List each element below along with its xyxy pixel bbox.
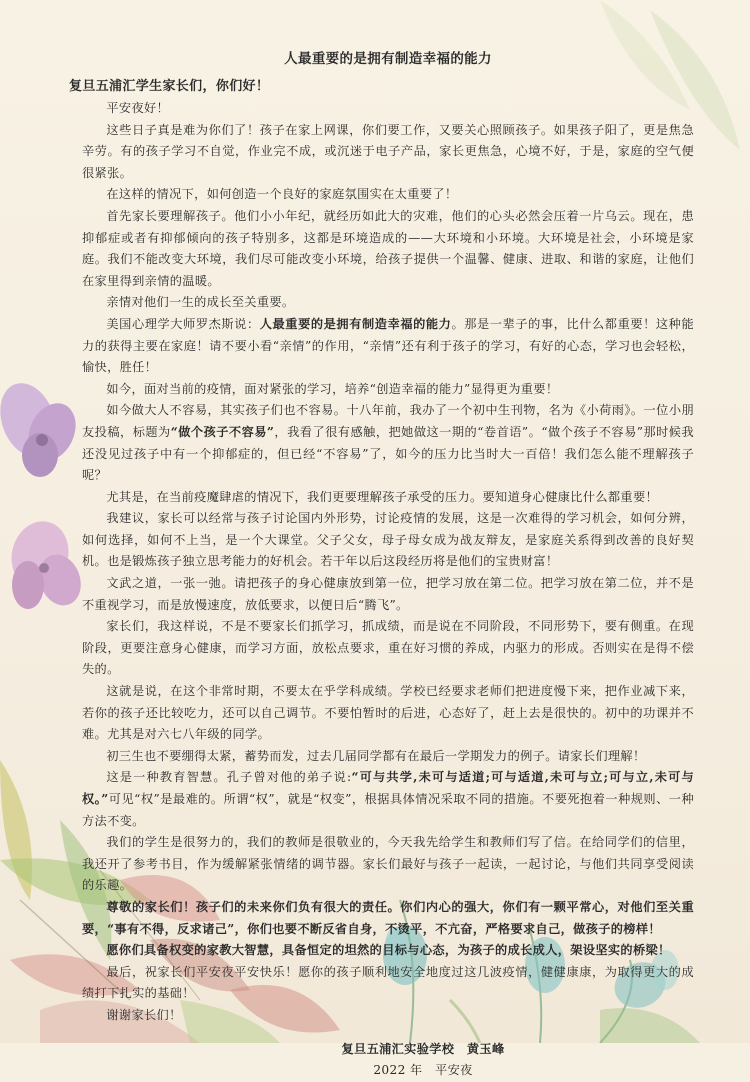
bold-quote: “可与共学,未可与适道;可与适道,未可与立;可与立,未可与权。”	[82, 770, 694, 806]
paragraph-bold: 尊敬的家长们！孩子们的未来你们负有很大的责任。你们内心的强大，你们有一颗平常心，对他们至关重要，“事有不得，反求诸己”，你们也要不断反省自身，不烫平，不亢奋，严格要求自己，做孩子的榜样！	[82, 899, 694, 936]
paragraph: 这些日子真是难为你们了！孩子在家上网课，你们要工作，又要关心照顾孩子。如果孩子阳了，更是焦急辛劳。有的孩子学习不自觉，作业完不成，或沉迷于电子产品，家长更焦急，心境不好，于是，家庭的空气便很紧张。	[82, 122, 694, 180]
paragraph	[82, 400, 694, 486]
paragraph: 尤其是，在当前疫魔肆虐的情况下，我们更要理解孩子承受的压力。要知道身心健康比什么都重要！	[106, 489, 659, 504]
paragraph: 家长们，我这样说，不是不要家长们抓学习，抓成绩，而是说在不同阶段，不同形势下，要有侧重。在现阶段，更要注意身心健康，而学习方面，放松点要求，重在好习惯的养成，内驱力的形成。否则实在是得不偿失的。	[82, 619, 694, 677]
paragraph: 初三生也不要绷得太紧，蓄势而发，过去几届同学都有在最后一学期发力的例子。请家长们理解！	[106, 748, 646, 763]
purple-flower-icon	[0, 375, 85, 477]
text-run: 。那是一辈子的事，比什么都重要！这种能力的获得主要在家庭！请不要小看“亲情”的作用，“亲情”还有利于孩子的学习，有好的心态，学习也会轻松，愉快，胜任！	[82, 316, 694, 375]
text-run: 美国心理学大师罗杰斯说：	[106, 316, 260, 331]
greeting: 复旦五浦汇学生家长们，你们好！	[69, 79, 270, 94]
paragraph: 最后，祝家长们平安夜平安快乐！愿你的孩子顺利地安全地度过这几波疫情，健健康康，为取得更大的成绩打下扎实的基础！	[82, 964, 694, 1001]
date: 2022 年 平安夜	[373, 1063, 473, 1078]
text-run: 可见“权”是最难的。所谓“权”，就是“权变”，根据具体情况采取不同的措施。不要死抱着一种规则、一种方法不变。	[82, 792, 694, 828]
paragraph: 我建议，家长可以经常与孩子讨论国内外形势，讨论疫情的发展，这是一次难得的学习机会，如何分辨，如何选择，如何不上当，是一个大课堂。父子父女，母子母女成为战友辩友，是家庭关系得到改善的良好契机。也是锻炼孩子独立思考能力的好机会。若干年以后这段经历将是他们的宝贵财富！	[82, 511, 694, 569]
signature: 复旦五浦汇实验学校 黄玉峰	[341, 1041, 505, 1056]
paragraph	[82, 767, 694, 832]
paragraph: 平安夜好！	[106, 101, 170, 115]
text-run: 这是一种教育智慧。孔子曾对他的弟子说:	[106, 770, 352, 785]
bold-quote: “做个孩子不容易”	[170, 424, 275, 439]
paragraph: 如今，面对当前的疫情，面对紧张的学习，培养“创造幸福的能力”显得更为重要！	[106, 381, 559, 396]
page-title: 人最重要的是拥有制造幸福的能力	[284, 51, 492, 67]
paragraph: 首先家长要理解孩子。他们小小年纪，就经历如此大的灾难，他们的心头必然会压着一片乌云。现在，患抑郁症或者有抑郁倾向的孩子特别多，这都是环境造成的——大环境和小环境。大环境是社会，小环境是家庭。我们不能改变大环境，我们尽可能改变小环境，给孩子提供一个温馨、健康、进取、和谐的家庭，让他们在家里得到亲情的温暖。	[82, 208, 694, 288]
paragraph-bold: 愿你们具备权变的家教大智慧，具备恒定的坦然的目标与心态，为孩子的成长成人，架设坚实的桥梁！	[106, 943, 671, 958]
text-run: 如今做大人不容易，其实孩子们也不容易。十八年前，我办了一个初中生刊物，名为《小荷雨》。一位小朋友投稿，标题为	[82, 403, 694, 439]
paragraph	[82, 314, 694, 379]
text-run: ，我看了很有感触，把她做这一期的“卷首语”。“做个孩子不容易”那时候我还没见过孩子中有一个抑郁症的，但已经“不容易”了，如今的压力比当时大一百倍！我们怎么能不理解孩子呢？	[82, 424, 695, 483]
paragraph: 这就是说，在这个非常时期，不要太在乎学科成绩。学校已经要求老师们把进度慢下来，把作业减下来，若你的孩子还比较吃力，还可以自己调节。不要怕暂时的后进，心态好了，赶上去是很快的。初中的功课并不难。尤其是对六七八年级的同学。	[82, 684, 694, 742]
paragraph: 我们的学生是很努力的，我们的教师是很敬业的，今天我先给学生和教师们写了信。在给同学们的信里，我还开了参考书目，作为缓解紧张情绪的调节器。家长们最好与孩子一起读，一起讨论，与他们共同享受阅读的乐趣。	[82, 835, 694, 893]
paragraph: 在这样的情况下，如何创造一个良好的家庭氛围实在太重要了！	[106, 187, 458, 202]
paragraph: 文武之道，一张一弛。请把孩子的身心健康放到第一位，把学习放在第二位。把学习放在第二位，并不是不重视学习，而是放慢速度，放低要求，以便日后“腾飞”。	[82, 576, 694, 612]
letter-body	[69, 48, 695, 1082]
paragraph: 谢谢家长们！	[106, 1007, 182, 1022]
bold-quote: 人最重要的是拥有制造幸福的能力	[259, 316, 452, 331]
paragraph: 亲情对他们一生的成长至关重要。	[106, 295, 295, 310]
pink-flower-icon	[4, 515, 88, 611]
